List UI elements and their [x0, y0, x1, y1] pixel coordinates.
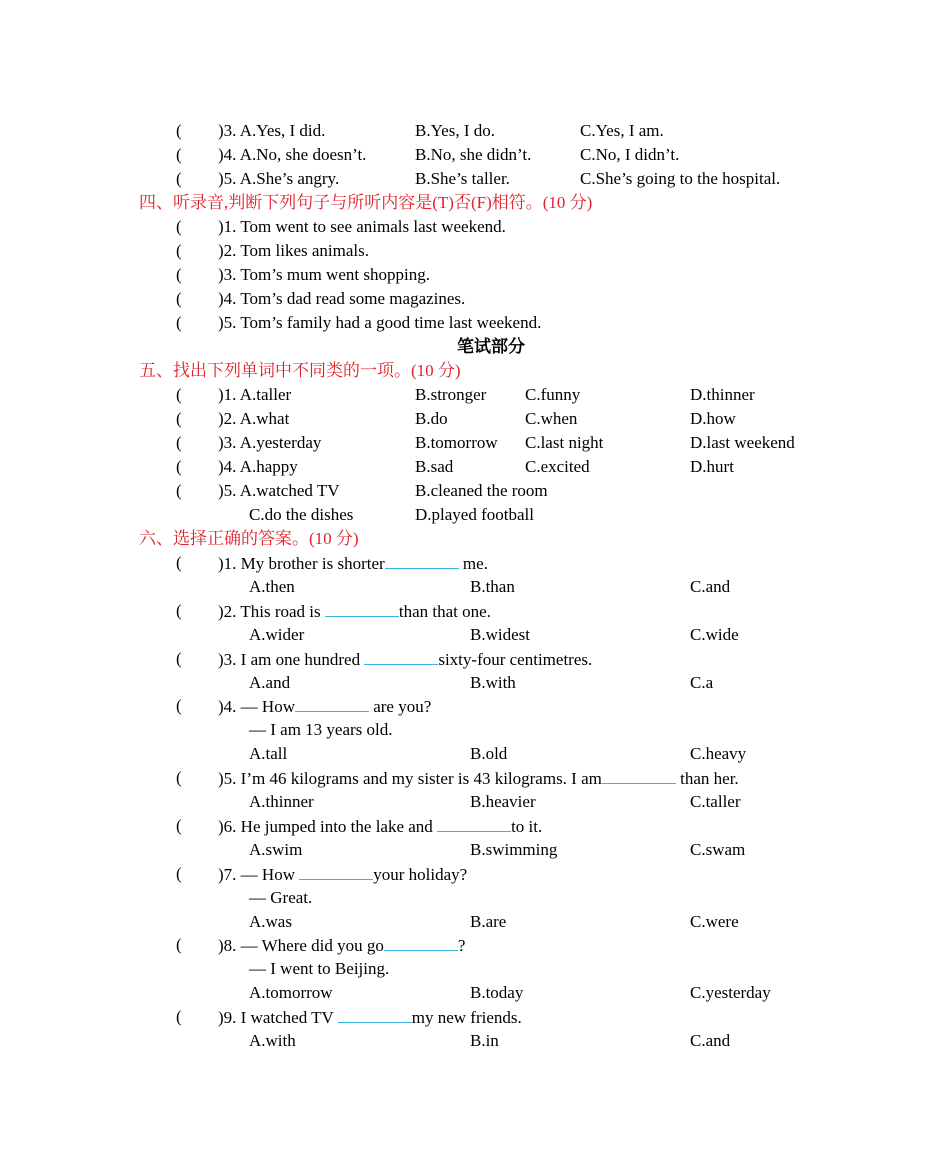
answer-blank[interactable]	[299, 864, 373, 880]
answer-blank[interactable]	[325, 601, 399, 617]
answer-paren[interactable]: (	[176, 553, 182, 572]
option-b: B.swimming	[470, 840, 558, 859]
option-c: C.were	[690, 912, 739, 931]
option-b: B.No, she didn’t.	[415, 145, 532, 164]
answer-paren[interactable]: (	[176, 433, 182, 452]
option-b: B.old	[470, 744, 508, 763]
option-a: )4. A.happy	[218, 457, 298, 476]
stem-pre: )1. My brother is shorter	[218, 554, 385, 573]
option-c: C.and	[690, 1031, 731, 1050]
stem-post: than that one.	[398, 602, 491, 621]
option-b: B.with	[470, 673, 516, 692]
answer-blank[interactable]	[295, 696, 369, 712]
option-a: A.and	[249, 673, 291, 692]
question-stem	[218, 649, 592, 669]
option-b: B.in	[470, 1031, 499, 1050]
option-a: A.wider	[249, 625, 305, 644]
option-b: B.today	[470, 983, 524, 1002]
answer-paren[interactable]: (	[176, 457, 182, 476]
stem-pre: )3. I am one hundred	[218, 650, 365, 669]
answer-paren[interactable]: (	[176, 217, 182, 236]
option-a: )1. A.taller	[218, 385, 292, 404]
written-part-title: 笔试部分	[457, 337, 525, 356]
question-stem	[218, 816, 542, 836]
statement: )4. Tom’s dad read some magazines.	[218, 289, 466, 308]
answer-paren[interactable]: (	[176, 935, 182, 954]
stem-pre: )7. — How	[218, 865, 300, 884]
option-b: B.Yes, I do.	[415, 121, 495, 140]
section-6-heading: 六、选择正确的答案。(10 分)	[139, 529, 359, 548]
answer-paren[interactable]: (	[176, 385, 182, 404]
option-a: A.tomorrow	[249, 983, 333, 1002]
dialogue-reply: — I went to Beijing.	[249, 959, 390, 978]
stem-pre: )8. — Where did you go	[218, 936, 384, 955]
option-b: B.than	[470, 577, 515, 596]
answer-blank[interactable]	[384, 935, 458, 951]
question-stem	[218, 864, 467, 884]
option-b: B.do	[415, 409, 448, 428]
stem-pre: )6. He jumped into the lake and	[218, 817, 438, 836]
answer-paren[interactable]: (	[176, 265, 182, 284]
option-a: A.was	[249, 912, 292, 931]
stem-post: ?	[457, 936, 466, 955]
stem-pre: )2. This road is	[218, 602, 325, 621]
option-c: C.yesterday	[690, 983, 771, 1002]
option-c: C.Yes, I am.	[580, 121, 664, 140]
option-c: C.a	[690, 673, 714, 692]
answer-paren[interactable]: (	[176, 289, 182, 308]
question-stem	[218, 768, 739, 788]
option-d: D.played football	[415, 505, 534, 524]
option-b: B.She’s taller.	[415, 169, 510, 188]
question-a: )4. A.No, she doesn’t.	[218, 145, 367, 164]
option-a: A.swim	[249, 840, 303, 859]
option-c: C.excited	[525, 457, 590, 476]
option-d: D.thinner	[690, 385, 755, 404]
option-a: A.tall	[249, 744, 288, 763]
answer-paren[interactable]: (	[176, 1007, 182, 1026]
option-b: B.heavier	[470, 792, 536, 811]
answer-blank[interactable]	[364, 649, 438, 665]
section-4-heading: 四、听录音,判断下列句子与所听内容是(T)否(F)相符。(10 分)	[139, 193, 593, 212]
option-d: D.hurt	[690, 457, 734, 476]
stem-post: than her.	[675, 769, 739, 788]
statement: )5. Tom’s family had a good time last weekend.	[218, 313, 542, 332]
option-a: A.with	[249, 1031, 296, 1050]
statement: )3. Tom’s mum went shopping.	[218, 265, 430, 284]
answer-paren[interactable]: (	[176, 696, 182, 715]
answer-paren[interactable]: (	[176, 864, 182, 883]
answer-paren[interactable]: (	[176, 768, 182, 787]
stem-pre: )9. I watched TV	[218, 1008, 338, 1027]
statement: )2. Tom likes animals.	[218, 241, 370, 260]
option-c: C.and	[690, 577, 731, 596]
option-c: C.funny	[525, 385, 581, 404]
answer-paren[interactable]: (	[176, 121, 182, 140]
answer-paren[interactable]: (	[176, 481, 182, 500]
dialogue-reply: — Great.	[249, 888, 313, 907]
stem-post: sixty-four centimetres.	[438, 650, 593, 669]
answer-blank[interactable]	[602, 768, 676, 784]
option-c: C.last night	[525, 433, 604, 452]
question-stem	[218, 935, 465, 955]
option-a: )3. A.yesterday	[218, 433, 322, 452]
stem-pre: )4. — How	[218, 697, 295, 716]
answer-paren[interactable]: (	[176, 601, 182, 620]
answer-paren[interactable]: (	[176, 241, 182, 260]
stem-post: my new friends.	[411, 1008, 522, 1027]
option-d: D.how	[690, 409, 736, 428]
dialogue-reply: — I am 13 years old.	[249, 720, 393, 739]
question-a: )5. A.She’s angry.	[218, 169, 340, 188]
statement: )1. Tom went to see animals last weekend.	[218, 217, 506, 236]
option-c: C.taller	[690, 792, 741, 811]
answer-blank[interactable]	[385, 553, 459, 569]
option-a: )2. A.what	[218, 409, 290, 428]
option-a: A.then	[249, 577, 295, 596]
answer-paren[interactable]: (	[176, 145, 182, 164]
section-5-heading: 五、找出下列单词中不同类的一项。(10 分)	[139, 361, 461, 380]
option-b: B.sad	[415, 457, 454, 476]
option-b: B.stronger	[415, 385, 487, 404]
option-a: )5. A.watched TV	[218, 481, 340, 500]
option-b: B.are	[470, 912, 507, 931]
answer-paren[interactable]: (	[176, 313, 182, 332]
option-b: B.widest	[470, 625, 530, 644]
option-c: C.swam	[690, 840, 746, 859]
option-c: C.do the dishes	[249, 505, 354, 524]
question-stem	[218, 601, 491, 621]
option-a: A.thinner	[249, 792, 314, 811]
stem-post: are you?	[368, 697, 432, 716]
question-a: )3. A.Yes, I did.	[218, 121, 326, 140]
stem-pre: )5. I’m 46 kilograms and my sister is 43 kilograms. I am	[218, 769, 602, 788]
option-b: B.tomorrow	[415, 433, 498, 452]
stem-post: to it.	[511, 817, 543, 836]
option-c: C.heavy	[690, 744, 747, 763]
answer-paren[interactable]: (	[176, 816, 182, 835]
stem-post: me.	[458, 554, 488, 573]
answer-paren[interactable]: (	[176, 649, 182, 668]
answer-blank[interactable]	[338, 1007, 412, 1023]
option-c: C.No, I didn’t.	[580, 145, 680, 164]
option-d: D.last weekend	[690, 433, 795, 452]
option-c: C.wide	[690, 625, 739, 644]
stem-post: your holiday?	[373, 865, 468, 884]
option-c: C.when	[525, 409, 578, 428]
option-c: C.She’s going to the hospital.	[580, 169, 781, 188]
answer-paren[interactable]: (	[176, 409, 182, 428]
option-b: B.cleaned the room	[415, 481, 548, 500]
question-stem	[218, 553, 488, 573]
question-stem	[218, 696, 431, 716]
answer-paren[interactable]: (	[176, 169, 182, 188]
question-stem	[218, 1007, 522, 1027]
answer-blank[interactable]	[437, 816, 511, 832]
